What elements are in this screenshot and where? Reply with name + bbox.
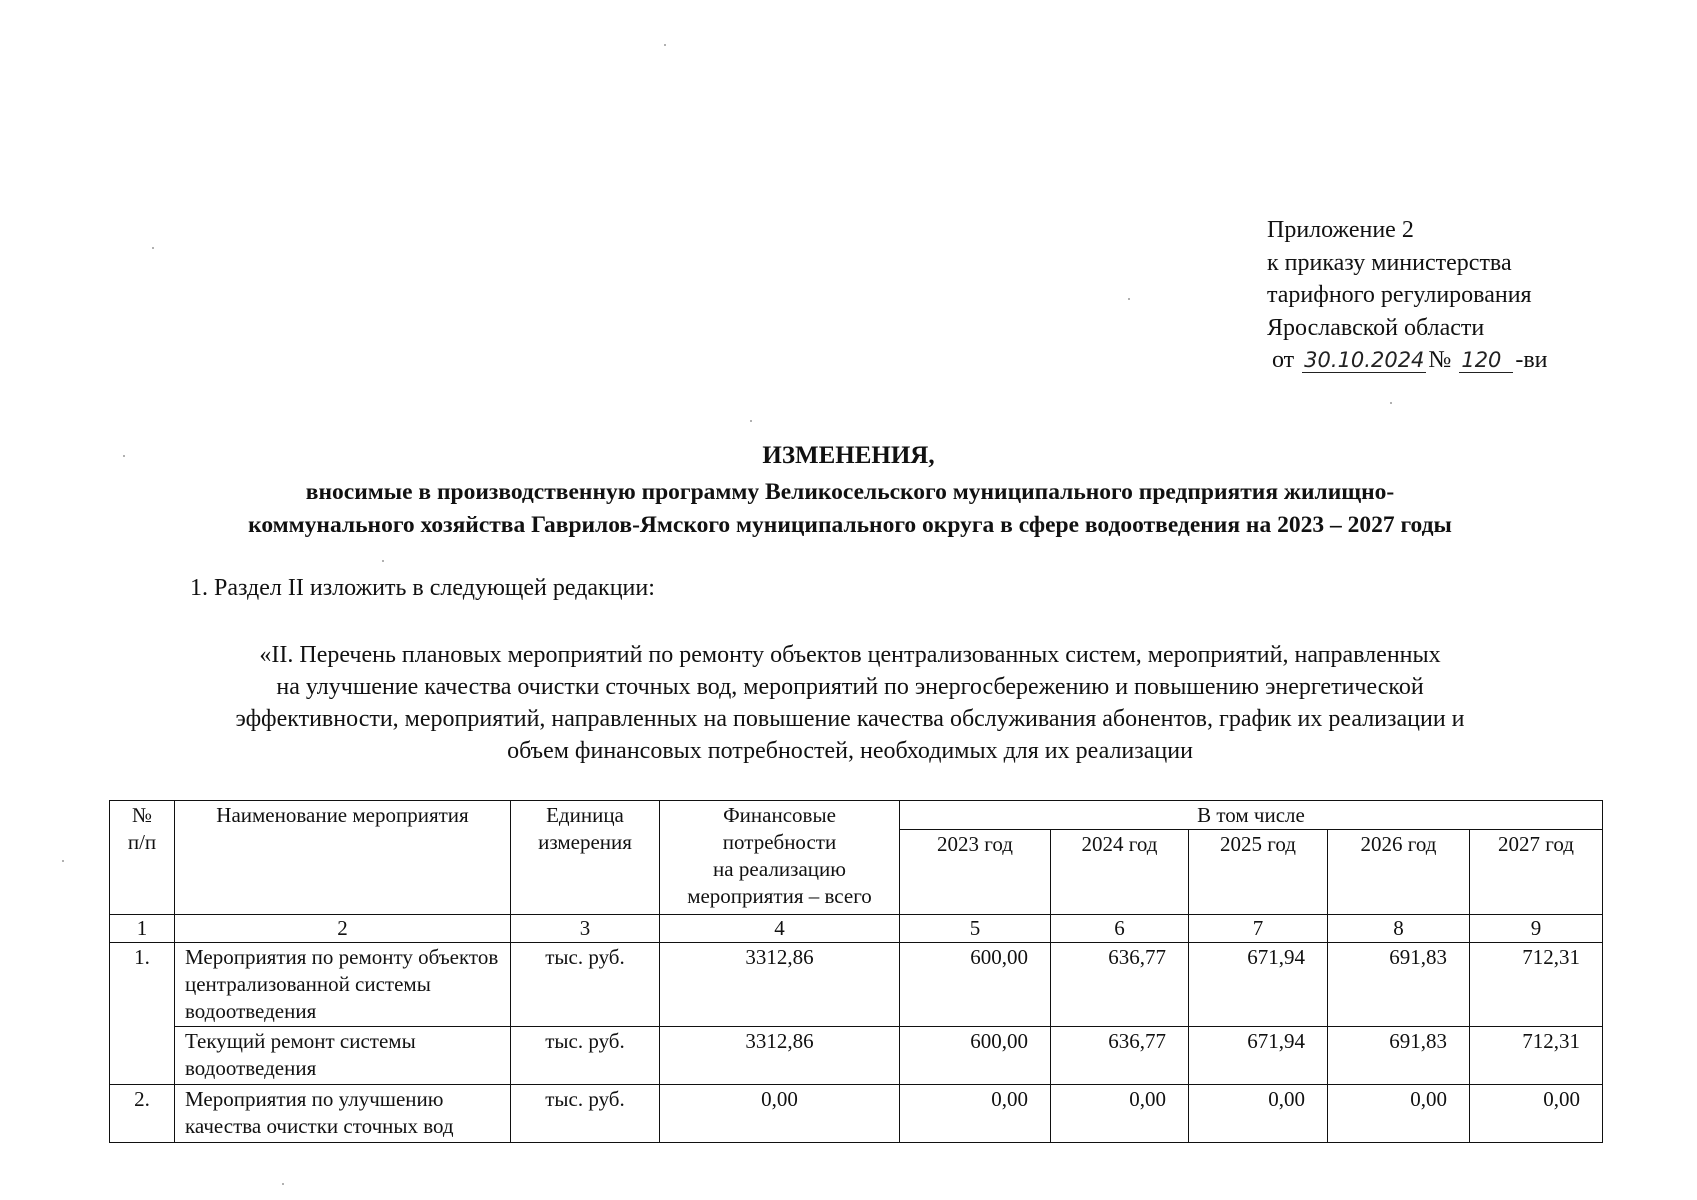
row-unit: тыс. руб.	[511, 943, 660, 1027]
table-row	[110, 1027, 1603, 1085]
scan-speck	[382, 560, 384, 562]
header-text: мероприятия – всего	[687, 884, 872, 908]
appendix-line: тарифного регулирования	[1267, 282, 1532, 308]
scan-speck	[750, 420, 752, 422]
header-text: на реализацию	[713, 857, 846, 881]
measures-table	[109, 800, 1603, 1143]
row-num: 1.	[110, 943, 175, 1085]
column-number: 8	[1328, 915, 1470, 943]
row-2027: 712,31	[1470, 943, 1603, 1027]
number-sign: №	[1428, 347, 1452, 373]
header-text: Единица	[546, 803, 624, 827]
appendix-line: к приказу министерства	[1267, 249, 1512, 276]
column-number: 1	[110, 915, 175, 943]
row-num: 2.	[110, 1085, 175, 1143]
row-total: 3312,86	[660, 1027, 900, 1085]
header-year-2026: 2026 год	[1328, 830, 1470, 915]
header-text: №	[131, 803, 153, 827]
row-2024: 636,77	[1051, 943, 1189, 1027]
paragraph-1: 1. Раздел II изложить в следующей редакции:	[190, 575, 655, 601]
scan-speck	[152, 247, 154, 249]
row-name: Мероприятия по улучшению качества очистки сточных вод	[175, 1085, 511, 1143]
order-reference	[1267, 344, 1548, 377]
header-text: Финансовые	[723, 803, 836, 827]
subtitle-line: коммунального хозяйства Гаврилов-Ямского муниципального округа в сфере водоотведения на 2023 – 2027 годы	[248, 512, 1452, 538]
column-number: 7	[1189, 915, 1328, 943]
scan-speck	[664, 44, 666, 46]
column-number: 5	[900, 915, 1051, 943]
row-unit: тыс. руб.	[511, 1085, 660, 1143]
document-title: ИЗМЕНЕНИЯ,	[762, 442, 935, 469]
subtitle-line: вносимые в производственную программу Великосельского муниципального предприятия жилищно-	[305, 479, 1395, 505]
column-number: 2	[175, 915, 511, 943]
appendix-line: Приложение 2	[1267, 217, 1414, 243]
row-2027: 712,31	[1470, 1027, 1603, 1085]
header-name: Наименование мероприятия	[175, 801, 511, 915]
row-total: 3312,86	[660, 943, 900, 1027]
header-unit	[511, 801, 660, 915]
scan-speck	[62, 860, 64, 862]
row-2023: 0,00	[900, 1085, 1051, 1143]
section-heading	[120, 639, 1580, 767]
header-text: измерения	[538, 830, 632, 854]
header-financial	[660, 801, 900, 915]
scan-speck	[1390, 402, 1392, 404]
row-2024: 0,00	[1051, 1085, 1189, 1143]
appendix-block	[1267, 214, 1548, 377]
row-2027: 0,00	[1470, 1085, 1603, 1143]
row-2023: 600,00	[900, 943, 1051, 1027]
header-year-2027: 2027 год	[1470, 830, 1603, 915]
row-name: Текущий ремонт системы водоотведения	[175, 1027, 511, 1085]
column-number: 4	[660, 915, 900, 943]
header-year-2025: 2025 год	[1189, 830, 1328, 915]
order-suffix: -ви	[1515, 347, 1548, 373]
row-name: Мероприятия по ремонту объектов централизованной системы водоотведения	[175, 943, 511, 1027]
section-line: «II. Перечень плановых мероприятий по ремонту объектов централизованных систем, мероприятий, направленных	[259, 642, 1441, 668]
column-number: 9	[1470, 915, 1603, 943]
order-date-handwritten: 30.10.2024	[1304, 348, 1425, 372]
row-2025: 0,00	[1189, 1085, 1328, 1143]
column-number: 3	[511, 915, 660, 943]
row-2024: 636,77	[1051, 1027, 1189, 1085]
row-2023: 600,00	[900, 1027, 1051, 1085]
order-number-handwritten: 120	[1459, 348, 1513, 373]
section-line: на улучшение качества очистки сточных вод, мероприятий по энергосбережению и повышению энергетической	[276, 674, 1424, 700]
section-line: объем финансовых потребностей, необходимых для их реализации	[507, 738, 1193, 764]
row-2026: 691,83	[1328, 1027, 1470, 1085]
row-2025: 671,94	[1189, 1027, 1328, 1085]
column-number: 6	[1051, 915, 1189, 943]
row-unit: тыс. руб.	[511, 1027, 660, 1085]
appendix-line: Ярославской области	[1267, 314, 1485, 341]
row-2025: 671,94	[1189, 943, 1328, 1027]
row-2026: 691,83	[1328, 943, 1470, 1027]
header-text: п/п	[127, 830, 157, 854]
document-subtitle	[100, 476, 1600, 542]
header-year-2023: 2023 год	[900, 830, 1051, 915]
header-including: В том числе	[900, 801, 1603, 830]
row-total: 0,00	[660, 1085, 900, 1143]
table-row	[110, 943, 1603, 1027]
section-line: эффективности, мероприятий, направленных на повышение качества обслуживания абонентов, график их реализации и	[235, 706, 1465, 732]
table-row	[110, 1085, 1603, 1143]
header-num	[110, 801, 175, 915]
header-year-2024: 2024 год	[1051, 830, 1189, 915]
scan-speck	[282, 1183, 284, 1185]
header-text: потребности	[722, 830, 837, 854]
from-label: от	[1272, 347, 1295, 373]
row-2026: 0,00	[1328, 1085, 1470, 1143]
scan-speck	[1128, 298, 1130, 300]
